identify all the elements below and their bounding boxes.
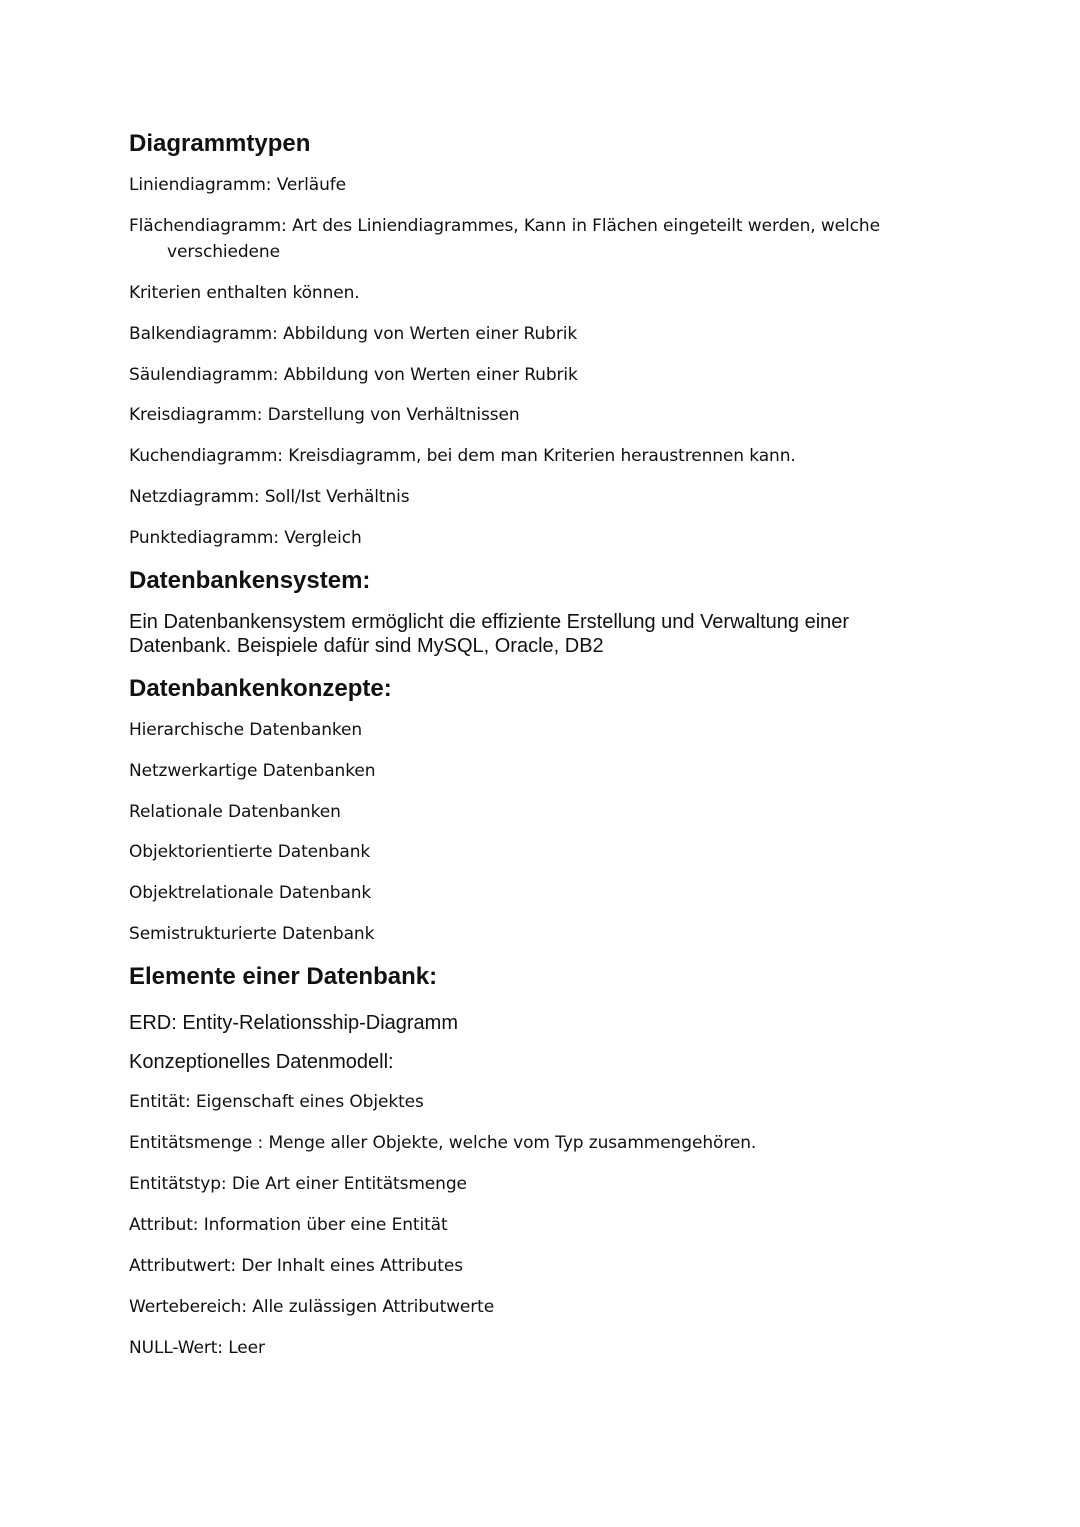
text-line: Kreisdiagramm: Darstellung von Verhältnissen (129, 405, 520, 425)
text-line: Objektrelationale Datenbank (129, 883, 372, 903)
paragraph-line: Datenbank. Beispiele dafür sind MySQL, Oracle, DB2 (129, 635, 604, 657)
heading-diagrammtypen: Diagrammtypen (129, 130, 311, 157)
text-line: Kriterien enthalten können. (129, 283, 360, 303)
text-line: Säulendiagramm: Abbildung von Werten einer Rubrik (129, 365, 578, 385)
heading-elemente: Elemente einer Datenbank: (129, 963, 438, 990)
text-line: Netzwerkartige Datenbanken (129, 761, 376, 781)
text-line: Wertebereich: Alle zulässigen Attributwerte (129, 1297, 495, 1317)
text-line: NULL-Wert: Leer (129, 1338, 265, 1358)
text-line: Liniendiagramm: Verläufe (129, 175, 347, 195)
text-line: Balkendiagramm: Abbildung von Werten einer Rubrik (129, 324, 578, 344)
text-line: Entitätsmenge : Menge aller Objekte, welche vom Typ zusammengehören. (129, 1133, 757, 1153)
text-line: Flächendiagramm: Art des Liniendiagrammes, Kann in Flächen eingeteilt werden, welche (129, 216, 880, 236)
text-line: Attribut: Information über eine Entität (129, 1215, 448, 1235)
heading-datenbankenkonzepte: Datenbankenkonzepte: (129, 675, 392, 702)
text-line: Netzdiagramm: Soll/Ist Verhältnis (129, 487, 410, 507)
paragraph-line: Konzeptionelles Datenmodell: (129, 1051, 394, 1073)
text-line: Entitätstyp: Die Art einer Entitätsmenge (129, 1174, 467, 1194)
text-line: verschiedene (167, 242, 280, 262)
text-line: Hierarchische Datenbanken (129, 720, 363, 740)
text-line: Kuchendiagramm: Kreisdiagramm, bei dem man Kriterien heraustrennen kann. (129, 446, 796, 466)
text-line: Attributwert: Der Inhalt eines Attributes (129, 1256, 463, 1276)
paragraph-line: ERD: Entity-Relationsship-Diagramm (129, 1012, 458, 1034)
paragraph-line: Ein Datenbankensystem ermöglicht die effiziente Erstellung und Verwaltung einer (129, 611, 850, 633)
text-line: Entität: Eigenschaft eines Objektes (129, 1092, 424, 1112)
text-line: Punktediagramm: Vergleich (129, 528, 362, 548)
heading-datenbankensystem: Datenbankensystem: (129, 567, 371, 594)
text-line: Relationale Datenbanken (129, 802, 341, 822)
text-line: Semistrukturierte Datenbank (129, 924, 375, 944)
text-line: Objektorientierte Datenbank (129, 842, 371, 862)
